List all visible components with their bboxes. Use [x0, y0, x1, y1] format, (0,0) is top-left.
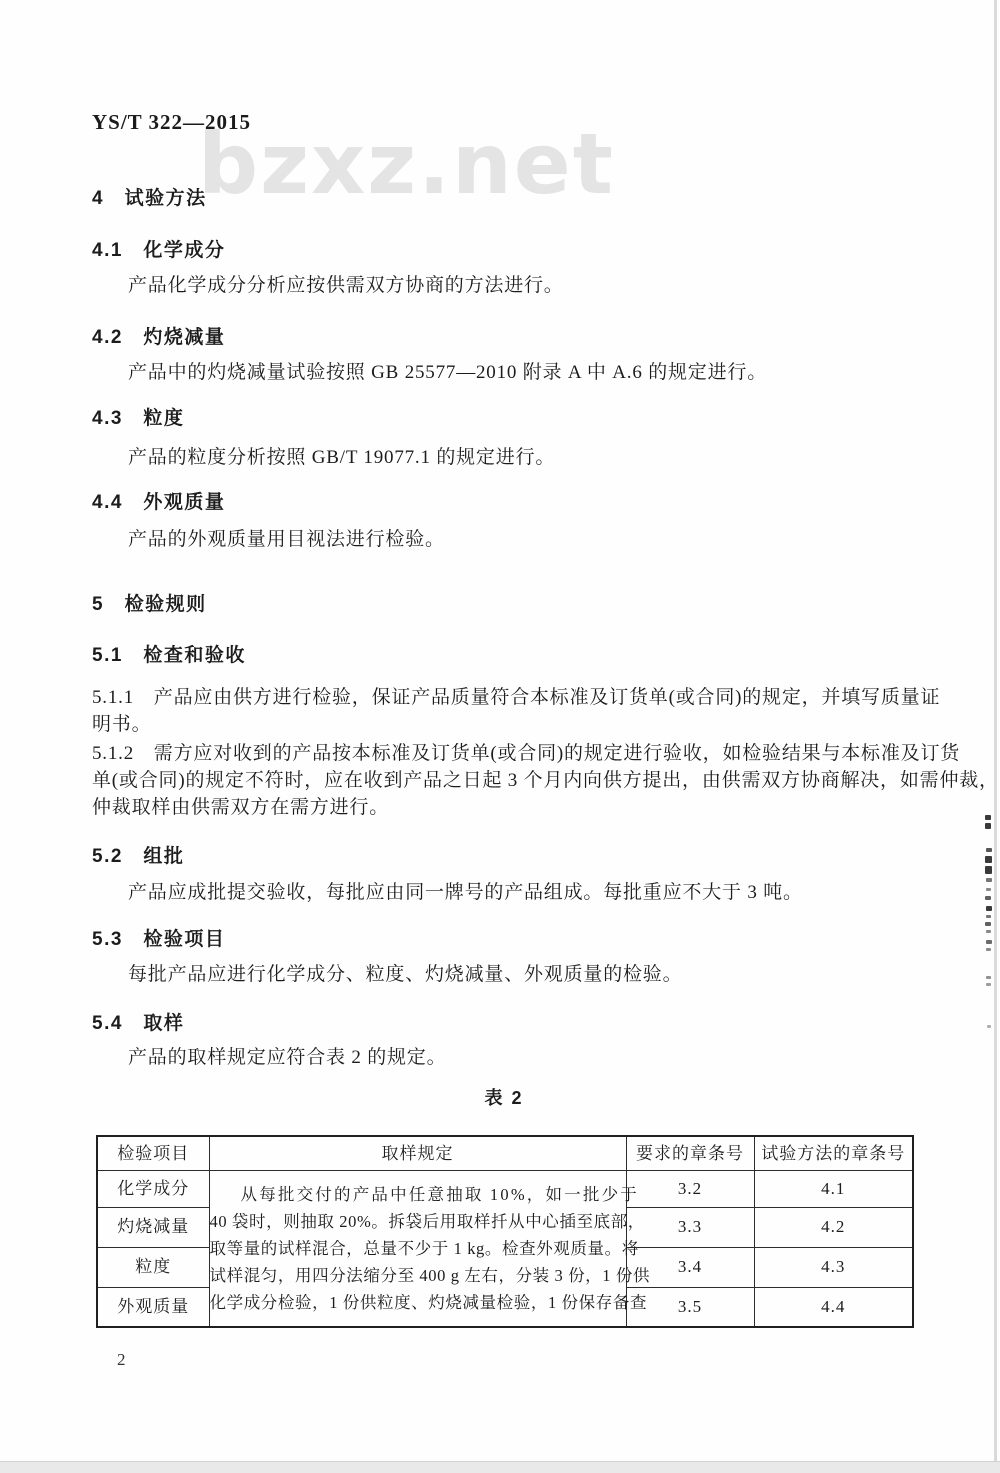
item-cell: 粒度 — [97, 1247, 209, 1287]
test-method-clause-cell: 4.3 — [754, 1247, 913, 1287]
item-cell: 灼烧减量 — [97, 1207, 209, 1247]
scan-bottom-edge — [0, 1461, 1000, 1473]
section-5-3-body: 每批产品应进行化学成分、粒度、灼烧减量、外观质量的检验。 — [128, 964, 683, 985]
section-4-4-heading: 4.4 外观质量 — [92, 492, 226, 513]
watermark-text: bzxz.net — [198, 115, 615, 213]
section-5-2-body: 产品应成批提交验收，每批应由同一牌号的产品组成。每批重应不大于 3 吨。 — [128, 882, 803, 903]
page-number: 2 — [117, 1350, 126, 1369]
col-header-requirement-clause: 要求的章条号 — [626, 1136, 754, 1170]
col-header-sampling-rule: 取样规定 — [209, 1136, 626, 1170]
section-4-1-heading: 4.1 化学成分 — [92, 240, 226, 261]
standard-number: YS/T 322—2015 — [92, 110, 252, 134]
item-cell: 化学成分 — [97, 1170, 209, 1207]
table-row — [97, 1170, 913, 1207]
requirement-clause-cell: 3.4 — [626, 1247, 754, 1287]
section-5-4-heading: 5.4 取样 — [92, 1013, 185, 1034]
section-4-1-body: 产品化学成分分析应按供需双方协商的方法进行。 — [128, 275, 564, 296]
sampling-line: 40 袋时，则抽取 20%。拆袋后用取样扦从中心插至底部， — [209, 1211, 645, 1231]
section-4-2-body: 产品中的灼烧减量试验按照 GB 25577—2010 附录 A 中 A.6 的规定进行。 — [128, 362, 767, 383]
page-edge-line — [994, 0, 997, 1472]
test-method-clause-cell: 4.4 — [754, 1287, 913, 1327]
section-4-4-body: 产品的外观质量用目视法进行检验。 — [128, 529, 445, 550]
clause-5-1-1-line-1: 5.1.1 产品应由供方进行检验，保证产品质量符合本标准及订货单(或合同)的规定，并填写质量证 — [92, 687, 941, 708]
clause-5-1-2-line-2: 单(或合同)的规定不符时，应在收到产品之日起 3 个月内向供方提出，由供需双方协商解决，如需仲裁， — [92, 770, 999, 791]
section-5-2-heading: 5.2 组批 — [92, 846, 185, 867]
section-5-1-heading: 5.1 检查和验收 — [92, 645, 246, 666]
sampling-line: 化学成分检验，1 份供粒度、灼烧减量检验，1 份保存备查 — [209, 1292, 648, 1312]
sampling-rule-cell — [209, 1170, 651, 1327]
section-5-4-body: 产品的取样规定应符合表 2 的规定。 — [128, 1047, 447, 1068]
sampling-line: 取等量的试样混合，总量不少于 1 kg。检查外观质量。将 — [209, 1238, 639, 1258]
col-header-inspection-item: 检验项目 — [97, 1136, 209, 1170]
requirement-clause-cell: 3.5 — [626, 1287, 754, 1327]
col-header-test-method-clause: 试验方法的章条号 — [754, 1136, 913, 1170]
section-5-3-heading: 5.3 检验项目 — [92, 929, 226, 950]
clause-5-1-1-line-2: 明书。 — [92, 714, 152, 735]
section-4-3-heading: 4.3 粒度 — [92, 408, 185, 429]
requirement-clause-cell: 3.3 — [626, 1207, 754, 1247]
requirement-clause-cell: 3.2 — [626, 1170, 754, 1207]
clause-5-1-2-line-3: 仲裁取样由供需双方在需方进行。 — [92, 797, 390, 818]
section-4-heading: 4 试验方法 — [92, 188, 207, 209]
sampling-line: 从每批交付的产品中任意抽取 10%，如一批少于 — [240, 1184, 639, 1204]
section-4-2-heading: 4.2 灼烧减量 — [92, 327, 226, 348]
test-method-clause-cell: 4.2 — [754, 1207, 913, 1247]
clause-5-1-2-line-1: 5.1.2 需方应对收到的产品按本标准及订货单(或合同)的规定进行验收，如检验结果与本标准及订货 — [92, 743, 961, 764]
sampling-line: 试样混匀，用四分法缩分至 400 g 左右，分装 3 份，1 份供 — [209, 1265, 651, 1285]
table-2 — [96, 1135, 914, 1328]
table-2-caption: 表 2 — [484, 1088, 524, 1108]
section-4-3-body: 产品的粒度分析按照 GB/T 19077.1 的规定进行。 — [128, 447, 556, 468]
item-cell: 外观质量 — [97, 1287, 209, 1327]
test-method-clause-cell: 4.1 — [754, 1170, 913, 1207]
table-header-row — [97, 1136, 913, 1170]
section-5-heading: 5 检验规则 — [92, 594, 207, 615]
